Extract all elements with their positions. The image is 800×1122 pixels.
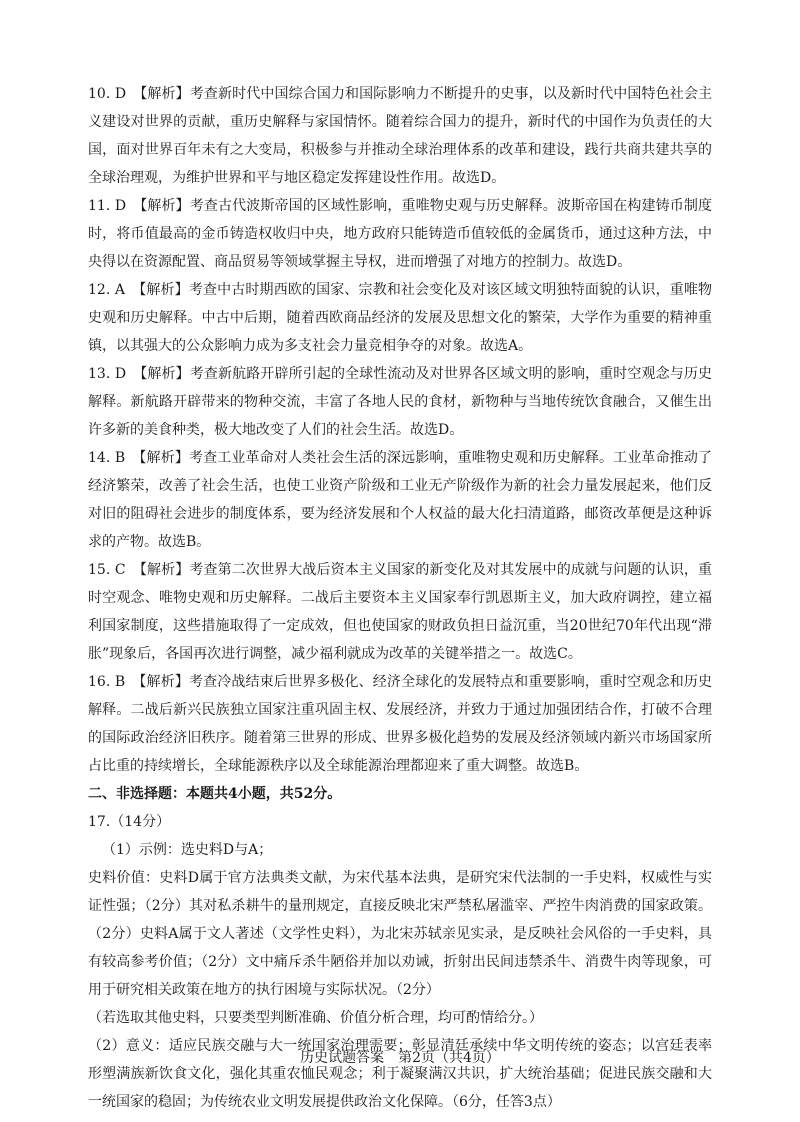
answer-item-15: 15. C 【解析】考查第二次世界大战后资本主义国家的新变化及对其发展中的成就与问题的认识，重时空观念、唯物史观和历史解释。二战后主要资本主义国家奉行凯恩斯主义，加大政府调控，建立福利国家制度，这些措施取得了一定成效，但也使国家的财政负担日益沉重，当20世纪70年代出现“滞胀”现象后，各国再次进行调整，减少福利就成为改革的关键举措之一。故选C。 [88, 562, 712, 662]
answer-item-14: 14. B 【解析】考查工业革命对人类社会生活的深远影响，重唯物史观和历史解释。工业革命推动了经济繁荣，改善了社会生活，也使工业资产阶级和工业无产阶级作为新的社会力量发展起来，他们反对旧的阻碍社会进步的制度体系，要为经济发展和个人权益的最大化扫清道路，邮资改革便是这种诉求的产物。故选B。 [88, 450, 712, 550]
q17-source-value: 史料价值：史料D属于官方法典类文献，为宋代基本法典，是研究宋代法制的一手史料，权威性与实证性强；（2分）其对私杀耕牛的量刑规定，直接反映北宋严禁私屠滥宰、严控牛肉消费的国家政策。（2分）史料A属于文人著述（文学性史料），为北宋苏轼亲见实录，是反映社会风俗的一手史料，具有较高参考价值；（2分）文中痛斥杀牛陋俗并加以劝诫，折射出民间违禁杀牛、消费牛肉等现象，可用于研究相关政策在地方的执行困境与实际状况。（2分） [88, 870, 712, 998]
q17-grading-note: （若选取其他史料，只要类型判断准确、价值分析合理，均可酌情给分。） [88, 1010, 543, 1026]
page-footer: 历史试题答案 第2页（共4页） [300, 1050, 500, 1066]
q17-title: 17.（14分） [88, 814, 171, 830]
answer-item-13: 13. D 【解析】考查新航路开辟所引起的全球性流动及对世界各区域文明的影响，重时空观念与历史解释。新航路开辟带来的物种交流，丰富了各地人民的食材，新物种与当地传统饮食融合，又催生出许多新的美食种类，极大地改变了人们的社会生活。故选D。 [88, 366, 712, 438]
answer-item-12: 12. A 【解析】考查中古时期西欧的国家、宗教和社会变化及对该区域文明独特面貌的认识，重唯物史观和历史解释。中古中后期，随着西欧商品经济的发展及思想文化的繁荣，大学作为重要的精神重镇，以其强大的公众影响力成为多支社会力量竞相争夺的对象。故选A。 [88, 282, 712, 354]
answer-item-16: 16. B 【解析】考查冷战结束后世界多极化、经济全球化的发展特点和重要影响，重时空观念和历史解释。二战后新兴民族独立国家注重巩固主权、发展经济，并致力于通过加强团结合作，打破不合理的国际政治经济旧秩序。随着第三世界的形成、世界多极化趋势的发展及经济领域内新兴市场国家所占比重的持续增长，全球能源秩序以及全球能源治理都迎来了重大调整。故选B。 [88, 674, 712, 774]
q17-part1-label: （1）示例：选史料D与A； [102, 842, 273, 858]
answer-content [88, 80, 712, 1116]
answer-item-11: 11. D 【解析】考查古代波斯帝国的区域性影响，重唯物史观与历史解释。波斯帝国在构建铸币制度时，将币值最高的金币铸造权收归中央，地方政府只能铸造币值较低的金属货币，通过这种方法，中央得以在资源配置、商品贸易等领域掌握主导权，进而增强了对地方的控制力。故选D。 [88, 198, 712, 270]
section-heading-nonchoice: 二、非选择题：本题共4小题，共52分。 [88, 786, 342, 802]
answer-item-10: 10. D 【解析】考查新时代中国综合国力和国际影响力不断提升的史事，以及新时代中国特色社会主义建设对世界的贡献，重历史解释与家国情怀。随着综合国力的提升，新时代的中国作为负责任的大国，面对世界百年未有之大变局，积极参与并推动全球治理体系的改革和建设，践行共商共建共享的全球治理观，为维护世界和平与地区稳定发挥建设性作用。故选D。 [88, 86, 712, 186]
q17-part2-significance: （2）意义：适应民族交融与大一统国家治理需要；彰显清廷承续中华文明传统的姿态；以宫廷表率形塑满族新饮食文化，强化其重农恤民观念；利于凝聚满汉共识，扩大统治基础；促进民族交融和大一统国家的稳固；为传统农业文明发展提供政治文化保障。（6分，任答3点） [88, 1038, 712, 1110]
